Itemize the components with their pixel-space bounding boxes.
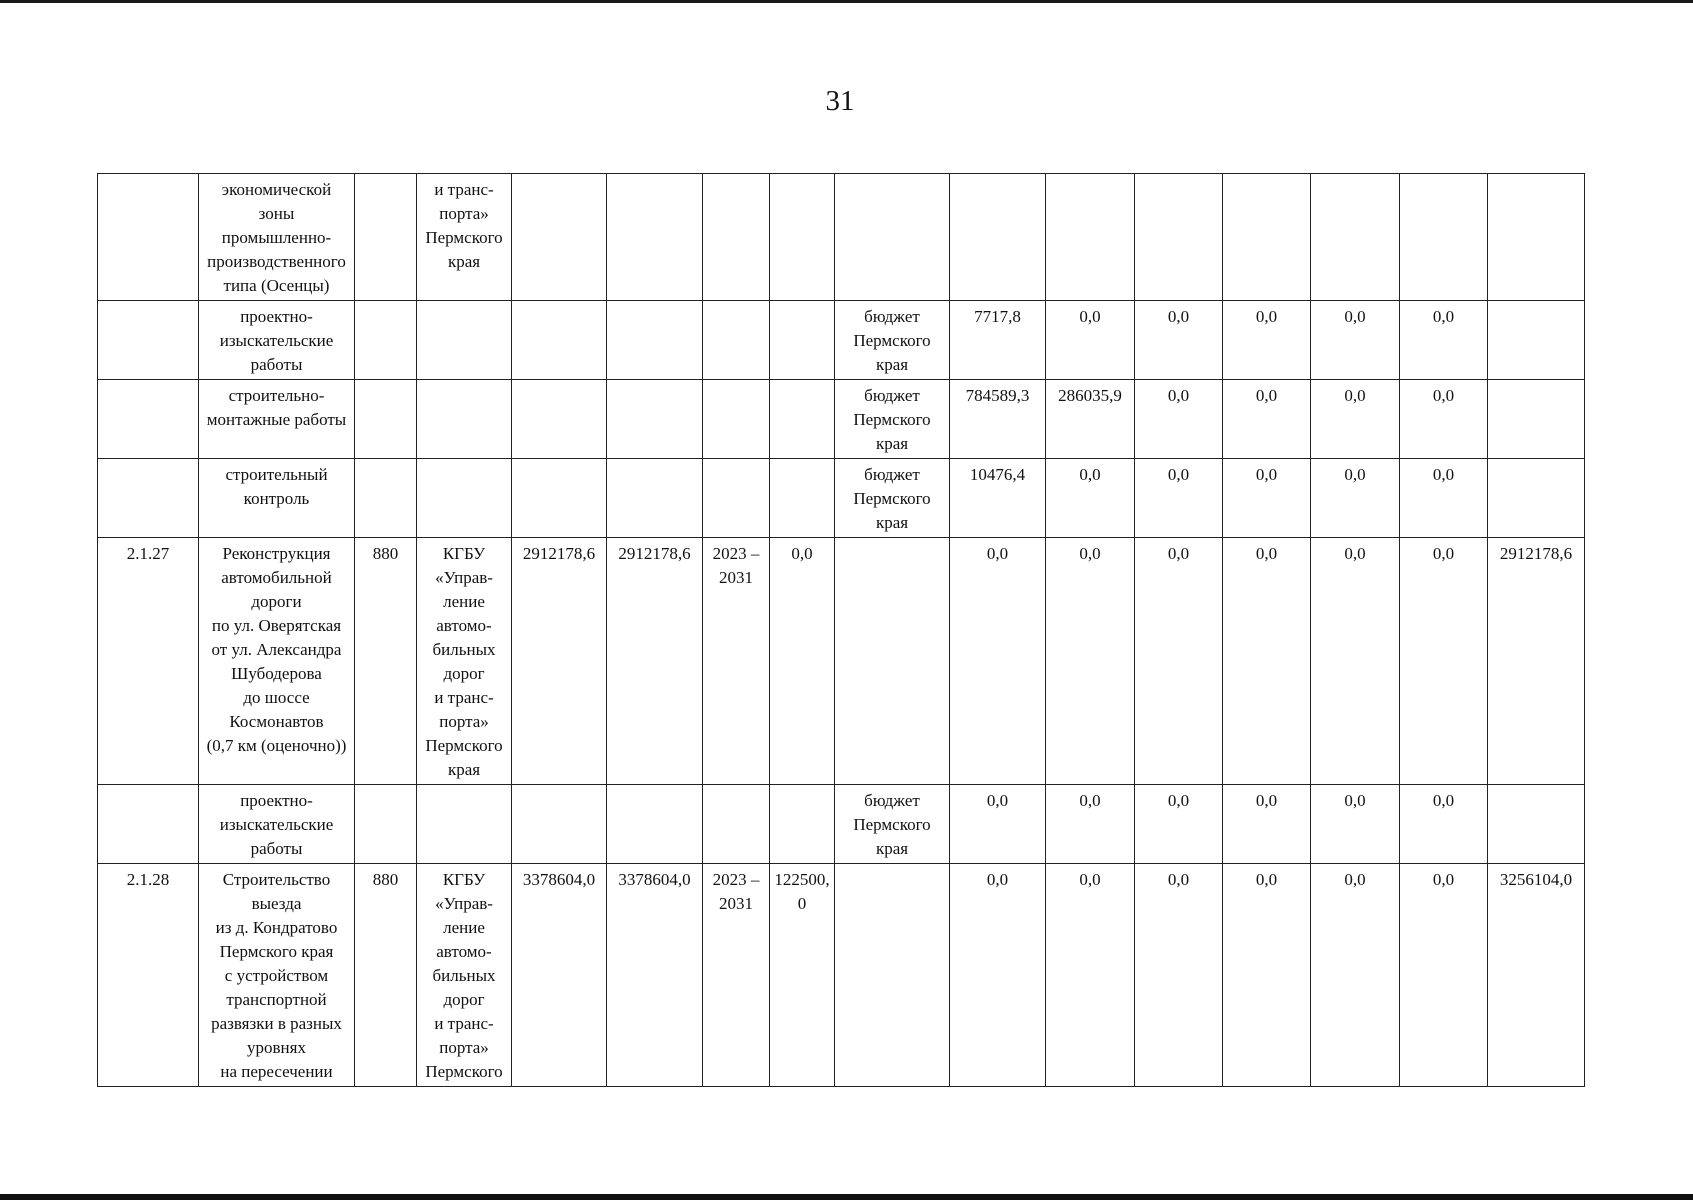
table-cell-col-source [835, 174, 950, 301]
table-cell-col-number [98, 785, 199, 864]
table-cell-col-name: строительно- монтажные работы [199, 380, 355, 459]
table-cell-col-y6: 0,0 [1400, 864, 1488, 1087]
table-cell-col-number [98, 380, 199, 459]
table-cell-col-period [703, 301, 770, 380]
table-cell-col-y4 [1223, 174, 1311, 301]
table-cell-col-funded [770, 380, 835, 459]
table-cell-col-funded [770, 785, 835, 864]
table-cell-col-y1: 0,0 [950, 785, 1046, 864]
table-cell-col-y4: 0,0 [1223, 380, 1311, 459]
table-cell-col-y2: 0,0 [1046, 864, 1135, 1087]
table-cell-col-remaining [1488, 174, 1585, 301]
table-row [98, 864, 1585, 1087]
table-cell-col-y3 [1135, 174, 1223, 301]
table-cell-col-number: 2.1.27 [98, 538, 199, 785]
table-cell-col-y2: 0,0 [1046, 785, 1135, 864]
table-cell-col-number [98, 459, 199, 538]
table-cell-col-y2: 0,0 [1046, 301, 1135, 380]
table-cell-col-y4: 0,0 [1223, 301, 1311, 380]
table-cell-col-y6: 0,0 [1400, 380, 1488, 459]
table-cell-col-y2: 286035,9 [1046, 380, 1135, 459]
table-cell-col-name: экономической зоны промышленно- производственного типа (Осенцы) [199, 174, 355, 301]
table-cell-col-y5: 0,0 [1311, 864, 1400, 1087]
table-cell-col-y1 [950, 174, 1046, 301]
table-cell-col-source [835, 538, 950, 785]
table-cell-col-name: строительный контроль [199, 459, 355, 538]
table-cell-col-executor [417, 785, 512, 864]
table-cell-col-y6: 0,0 [1400, 459, 1488, 538]
table-cell-col-y5: 0,0 [1311, 538, 1400, 785]
table-cell-col-code [355, 301, 417, 380]
table-cell-col-period [703, 785, 770, 864]
table-cell-col-source: бюджет Пермского края [835, 380, 950, 459]
table-cell-col-code: 880 [355, 538, 417, 785]
page-number: 31 [825, 85, 855, 117]
table-cell-col-cost-total [512, 785, 607, 864]
table-cell-col-cost-program: 3378604,0 [607, 864, 703, 1087]
table-cell-col-y6: 0,0 [1400, 538, 1488, 785]
table-row [98, 301, 1585, 380]
table-cell-col-cost-total [512, 174, 607, 301]
table-cell-col-cost-total: 2912178,6 [512, 538, 607, 785]
table-cell-col-cost-total [512, 380, 607, 459]
table-cell-col-y6: 0,0 [1400, 785, 1488, 864]
table-cell-col-funded [770, 459, 835, 538]
table-cell-col-y5: 0,0 [1311, 785, 1400, 864]
scan-edge-bottom [0, 1194, 1693, 1200]
table-cell-col-funded [770, 301, 835, 380]
table-cell-col-y2: 0,0 [1046, 538, 1135, 785]
table-cell-col-y4: 0,0 [1223, 785, 1311, 864]
table-cell-col-y5: 0,0 [1311, 301, 1400, 380]
table-cell-col-cost-program: 2912178,6 [607, 538, 703, 785]
table-cell-col-number: 2.1.28 [98, 864, 199, 1087]
table-cell-col-y1: 10476,4 [950, 459, 1046, 538]
table-cell-col-cost-program [607, 174, 703, 301]
table-cell-col-y5: 0,0 [1311, 459, 1400, 538]
table-cell-col-executor [417, 459, 512, 538]
table-cell-col-executor [417, 301, 512, 380]
table-cell-col-source: бюджет Пермского края [835, 301, 950, 380]
table-cell-col-executor: и транс- порта» Пермского края [417, 174, 512, 301]
table-cell-col-executor: КГБУ «Управ- ление автомо- бильных дорог и транс- порта» Пермского [417, 864, 512, 1087]
table-cell-col-number [98, 174, 199, 301]
scan-edge-top [0, 0, 1693, 3]
table-row [98, 459, 1585, 538]
table-cell-col-y3: 0,0 [1135, 864, 1223, 1087]
table-cell-col-code [355, 380, 417, 459]
table-cell-col-y6 [1400, 174, 1488, 301]
table-cell-col-remaining: 3256104,0 [1488, 864, 1585, 1087]
table-cell-col-name: Реконструкция автомобильной дороги по ул. Оверятская от ул. Александра Шубодерова до шоссе Космонавтов (0,7 км (оценочно)) [199, 538, 355, 785]
table-cell-col-remaining [1488, 380, 1585, 459]
table-cell-col-cost-program [607, 380, 703, 459]
table-cell-col-remaining [1488, 459, 1585, 538]
table-row [98, 538, 1585, 785]
table-cell-col-y3: 0,0 [1135, 459, 1223, 538]
table-cell-col-cost-program [607, 459, 703, 538]
table-cell-col-y2: 0,0 [1046, 459, 1135, 538]
table-cell-col-y3: 0,0 [1135, 380, 1223, 459]
table-cell-col-y5 [1311, 174, 1400, 301]
table-cell-col-period: 2023 – 2031 [703, 538, 770, 785]
table-cell-col-source: бюджет Пермского края [835, 459, 950, 538]
table-cell-col-y3: 0,0 [1135, 538, 1223, 785]
table-cell-col-period [703, 380, 770, 459]
table-cell-col-period: 2023 – 2031 [703, 864, 770, 1087]
table-cell-col-code: 880 [355, 864, 417, 1087]
table-cell-col-funded [770, 174, 835, 301]
table-cell-col-cost-program [607, 785, 703, 864]
table-cell-col-code [355, 459, 417, 538]
table-cell-col-y1: 0,0 [950, 864, 1046, 1087]
table-cell-col-y4: 0,0 [1223, 538, 1311, 785]
table-cell-col-executor [417, 380, 512, 459]
table-cell-col-funded: 122500, 0 [770, 864, 835, 1087]
table-cell-col-y3: 0,0 [1135, 785, 1223, 864]
table-cell-col-number [98, 301, 199, 380]
table-cell-col-cost-total [512, 459, 607, 538]
table-cell-col-y1: 7717,8 [950, 301, 1046, 380]
table-cell-col-cost-total: 3378604,0 [512, 864, 607, 1087]
table-cell-col-source [835, 864, 950, 1087]
program-table [97, 173, 1585, 1087]
table-cell-col-name: проектно- изыскательские работы [199, 301, 355, 380]
table-row [98, 380, 1585, 459]
table-cell-col-executor: КГБУ «Управ- ление автомо- бильных дорог и транс- порта» Пермского края [417, 538, 512, 785]
table-cell-col-y1: 0,0 [950, 538, 1046, 785]
table-cell-col-name: Строительство выезда из д. Кондратово Пермского края с устройством транспортной развязки в разных уровнях на пересечении [199, 864, 355, 1087]
table-cell-col-remaining [1488, 785, 1585, 864]
table-cell-col-funded: 0,0 [770, 538, 835, 785]
table-cell-col-code [355, 785, 417, 864]
table-cell-col-remaining [1488, 301, 1585, 380]
table-cell-col-y3: 0,0 [1135, 301, 1223, 380]
table-cell-col-source: бюджет Пермского края [835, 785, 950, 864]
table-cell-col-cost-total [512, 301, 607, 380]
table-cell-col-y1: 784589,3 [950, 380, 1046, 459]
table-cell-col-y6: 0,0 [1400, 301, 1488, 380]
table-cell-col-name: проектно- изыскательские работы [199, 785, 355, 864]
table-cell-col-cost-program [607, 301, 703, 380]
table-cell-col-y4: 0,0 [1223, 459, 1311, 538]
table-cell-col-y2 [1046, 174, 1135, 301]
table-cell-col-y5: 0,0 [1311, 380, 1400, 459]
table-cell-col-y4: 0,0 [1223, 864, 1311, 1087]
table-cell-col-period [703, 459, 770, 538]
table-row [98, 174, 1585, 301]
table-cell-col-period [703, 174, 770, 301]
table-row [98, 785, 1585, 864]
table-cell-col-remaining: 2912178,6 [1488, 538, 1585, 785]
table-cell-col-code [355, 174, 417, 301]
